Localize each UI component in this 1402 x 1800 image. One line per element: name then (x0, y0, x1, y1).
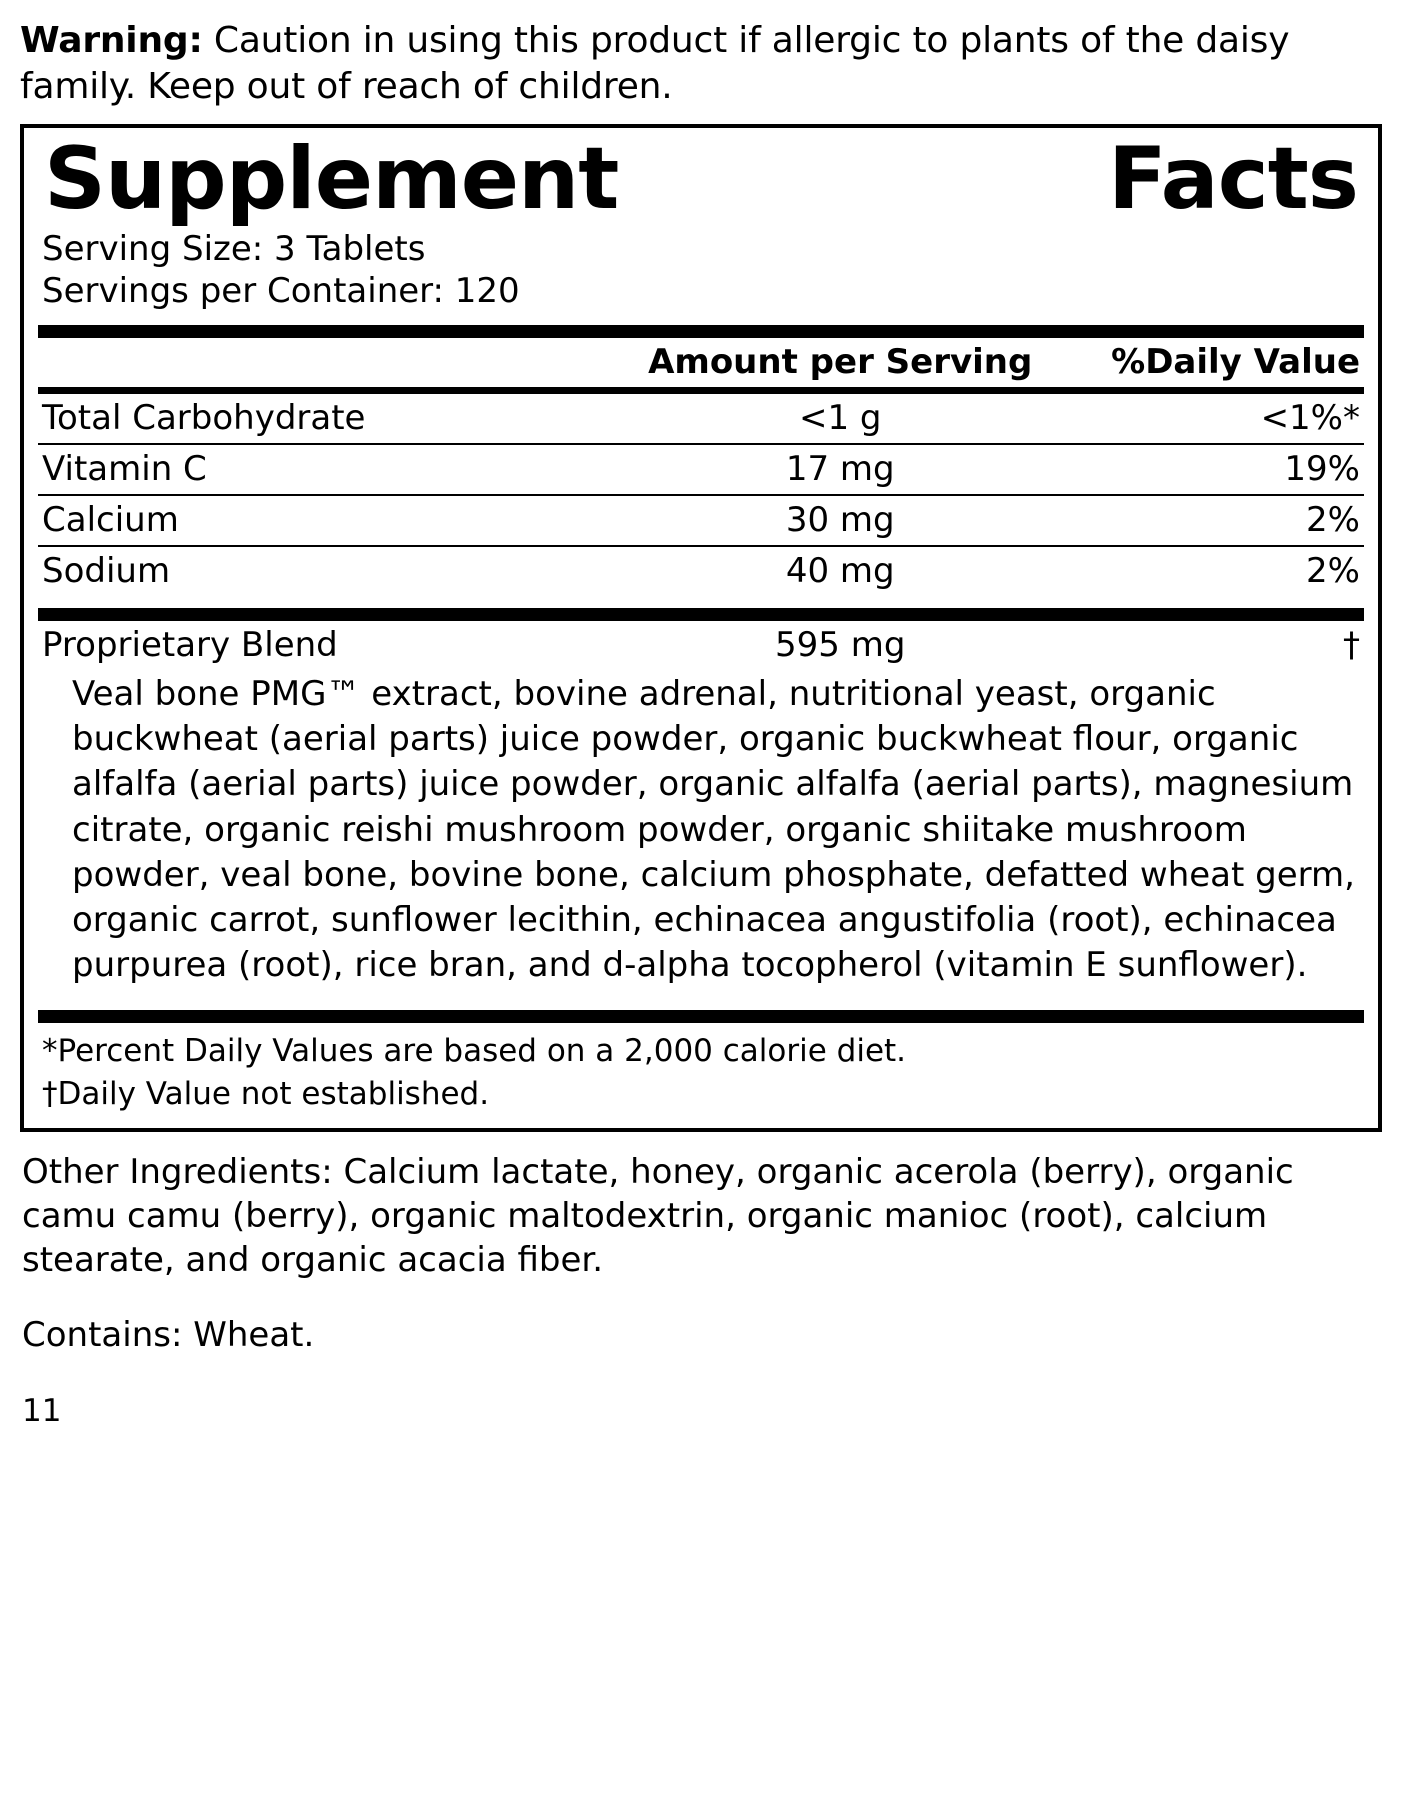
blend-amount: 595 mg (775, 624, 906, 665)
nutrient-daily-value: 19% (1059, 444, 1364, 495)
warning-label: Warning: (20, 20, 203, 61)
header-blank-cell (38, 338, 621, 387)
contains-allergens: Contains: Wheat. (22, 1314, 315, 1355)
warning-paragraph (20, 18, 1382, 110)
rule-below-headers (38, 387, 1364, 394)
title-word-supplement: Supplement (44, 129, 619, 230)
nutrient-daily-value: 2% (1059, 495, 1364, 546)
page-number: 11 (22, 1392, 62, 1429)
nutrient-name: Sodium (42, 550, 171, 591)
header-daily-value: %Daily Value (1111, 341, 1360, 382)
footnote-daily-value-not-established: †Daily Value not established. (42, 1075, 490, 1112)
nutrient-name: Vitamin C (38, 444, 621, 495)
title-word-facts: Facts (1107, 129, 1358, 230)
table-row (38, 495, 1364, 546)
nutrient-name: Calcium (38, 495, 621, 546)
supplement-facts-panel (20, 124, 1382, 1132)
proprietary-blend-row (38, 621, 1364, 670)
warning-text: Caution in using this product if allergic to plants of the daisy family. Keep out of reach of children. (20, 20, 1290, 108)
supplement-facts-title (38, 129, 1364, 230)
facts-nutrient-table (38, 394, 1364, 596)
rule-above-blend (38, 608, 1364, 621)
other-ingredients: Other Ingredients: Calcium lactate, honey, organic acerola (berry), organic camu camu (berry), organic maltodextrin, organic manioc (root), calcium stearate, and organic acacia fiber. (22, 1152, 1294, 1281)
header-amount-per-serving: Amount per Serving (648, 341, 1033, 382)
nutrient-amount: 30 mg (621, 495, 1059, 546)
nutrient-amount: 40 mg (785, 550, 895, 591)
nutrient-amount: 17 mg (621, 444, 1059, 495)
proprietary-blend-table (38, 621, 1364, 670)
servings-per-container-line: Servings per Container: 120 (42, 271, 520, 312)
serving-size-line: Serving Size: 3 Tablets (42, 228, 426, 269)
blend-daily-value: † (1343, 624, 1360, 665)
table-row (38, 394, 1364, 444)
blend-name: Proprietary Blend (42, 624, 338, 665)
footnotes (38, 1023, 1364, 1118)
facts-table-header-row (38, 338, 1364, 387)
table-row (38, 444, 1364, 495)
footnote-percent-daily-values: *Percent Daily Values are based on a 2,000 calorie diet. (42, 1033, 907, 1070)
facts-table (38, 338, 1364, 387)
table-row (38, 546, 1364, 596)
nutrient-daily-value: <1%* (1059, 394, 1364, 444)
nutrient-amount: <1 g (621, 394, 1059, 444)
nutrient-name: Total Carbohydrate (38, 394, 621, 444)
rule-above-headers (38, 325, 1364, 338)
nutrient-daily-value: 2% (1306, 550, 1360, 591)
blend-ingredient-list: Veal bone PMG™ extract, bovine adrenal, nutritional yeast, organic buckwheat (aerial parts) juice powder, organic buckwheat flour, organic alfalfa (aerial parts) juice powder, organic alfalfa (aerial parts), magnesium citrate, organic reishi mushroom powder, organic shiitake mushroom powder, veal bone, bovine bone, calcium phosphate, defatted wheat germ, organic carrot, sunflower lecithin, echinacea angustifolia (root), echinacea purpurea (root), rice bran, and d-alpha tocopherol (vitamin E sunflower). (72, 673, 1355, 986)
rule-above-footnotes (38, 1010, 1364, 1023)
